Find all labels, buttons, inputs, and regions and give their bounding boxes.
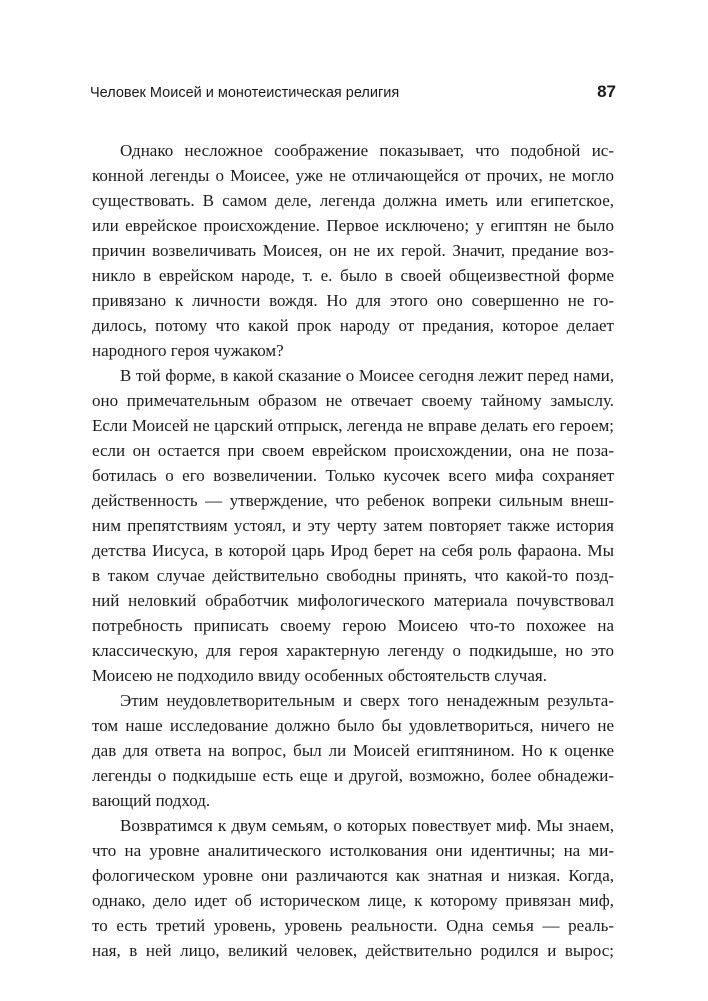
text-line: детства Иисуса, в которой царь Ирод берет на себя роль фараона. Мы bbox=[92, 541, 614, 560]
text-line: классическую, для героя характерную легенду о подкидыше, но это bbox=[92, 641, 614, 660]
text-line: дилось, потому что какой прок народу от предания, которое делает bbox=[92, 316, 614, 335]
text-line: Возвратимся к двум семьям, о которых повествует миф. Мы знаем, bbox=[120, 816, 614, 835]
text-line: никло в еврейском народе, т. е. было в своей общеизвестной форме bbox=[92, 266, 614, 285]
text-line: Однако несложное соображение показывает, что подобной ис- bbox=[120, 141, 614, 160]
text-line: потребность приписать своему герою Моисею что-то похожее на bbox=[92, 616, 614, 635]
running-title: Человек Моисей и монотеистическая религия bbox=[90, 85, 400, 101]
text-line: или еврейское происхождение. Первое исключено; у египтян не было bbox=[92, 216, 614, 235]
text-line: в таком случае действительно свободны принять, что какой-то позд- bbox=[92, 566, 614, 585]
text-line: ная, в ней лицо, великий человек, действительно родился и вырос; bbox=[92, 941, 614, 960]
text-line: существовать. В самом деле, легенда должна иметь или египетское, bbox=[92, 191, 614, 210]
text-line: дав для ответа на вопрос, был ли Моисей египтянином. Но к оценке bbox=[92, 741, 614, 760]
text-line: оно примечательным образом не отвечает своему тайному замыслу. bbox=[92, 391, 614, 410]
page-number: 87 bbox=[597, 82, 616, 101]
text-line: Если Моисей не царский отпрыск, легенда не вправе делать его героем; bbox=[92, 416, 614, 435]
text-line: то есть третий уровень, уровень реальности. Одна семья — реаль- bbox=[92, 916, 614, 935]
text-line: действенность — утверждение, что ребенок вопреки сильным внеш- bbox=[92, 491, 614, 510]
text-line: народного героя чужаком? bbox=[92, 341, 284, 360]
text-line: фологическом уровне они различаются как знатная и низкая. Когда, bbox=[92, 866, 614, 885]
text-line: Этим неудовлетворительным и сверх того ненадежным результа- bbox=[120, 691, 614, 710]
text-line: легенды о подкидыше есть еще и другой, возможно, более обнадежи- bbox=[92, 766, 614, 785]
text-line: ним препятствиям устоял, и эту черту затем повторяет также история bbox=[92, 516, 614, 535]
text-line: ний неловкий обработчик мифологического материала почувствовал bbox=[92, 591, 614, 610]
text-line: вающий подход. bbox=[92, 791, 211, 810]
running-head bbox=[90, 82, 616, 109]
text-line: В той форме, в какой сказание о Моисее сегодня лежит перед нами, bbox=[120, 366, 614, 385]
text-line: причин возвеличивать Моисея, он не их герой. Значит, предание воз- bbox=[92, 241, 614, 260]
text-line: Моисею не подходило ввиду особенных обстоятельств случая. bbox=[92, 666, 547, 685]
text-line: что на уровне аналитического истолкования они идентичны; на ми- bbox=[92, 841, 614, 860]
text-line: конной легенды о Моисее, уже не отличающейся от прочих, не могло bbox=[92, 166, 614, 185]
text-line: привязано к личности вождя. Но для этого оно совершенно не го- bbox=[92, 291, 614, 310]
text-line: если он остается при своем еврейском происхождении, она не поза- bbox=[92, 441, 614, 460]
text-line: ботилась о его возвеличении. Только кусочек всего мифа сохраняет bbox=[92, 466, 614, 485]
text-line: однако, дело идет об историческом лице, к которому привязан миф, bbox=[92, 891, 614, 910]
body-text bbox=[92, 138, 614, 963]
text-line: том наше исследование должно было бы удовлетвориться, ничего не bbox=[92, 716, 614, 735]
